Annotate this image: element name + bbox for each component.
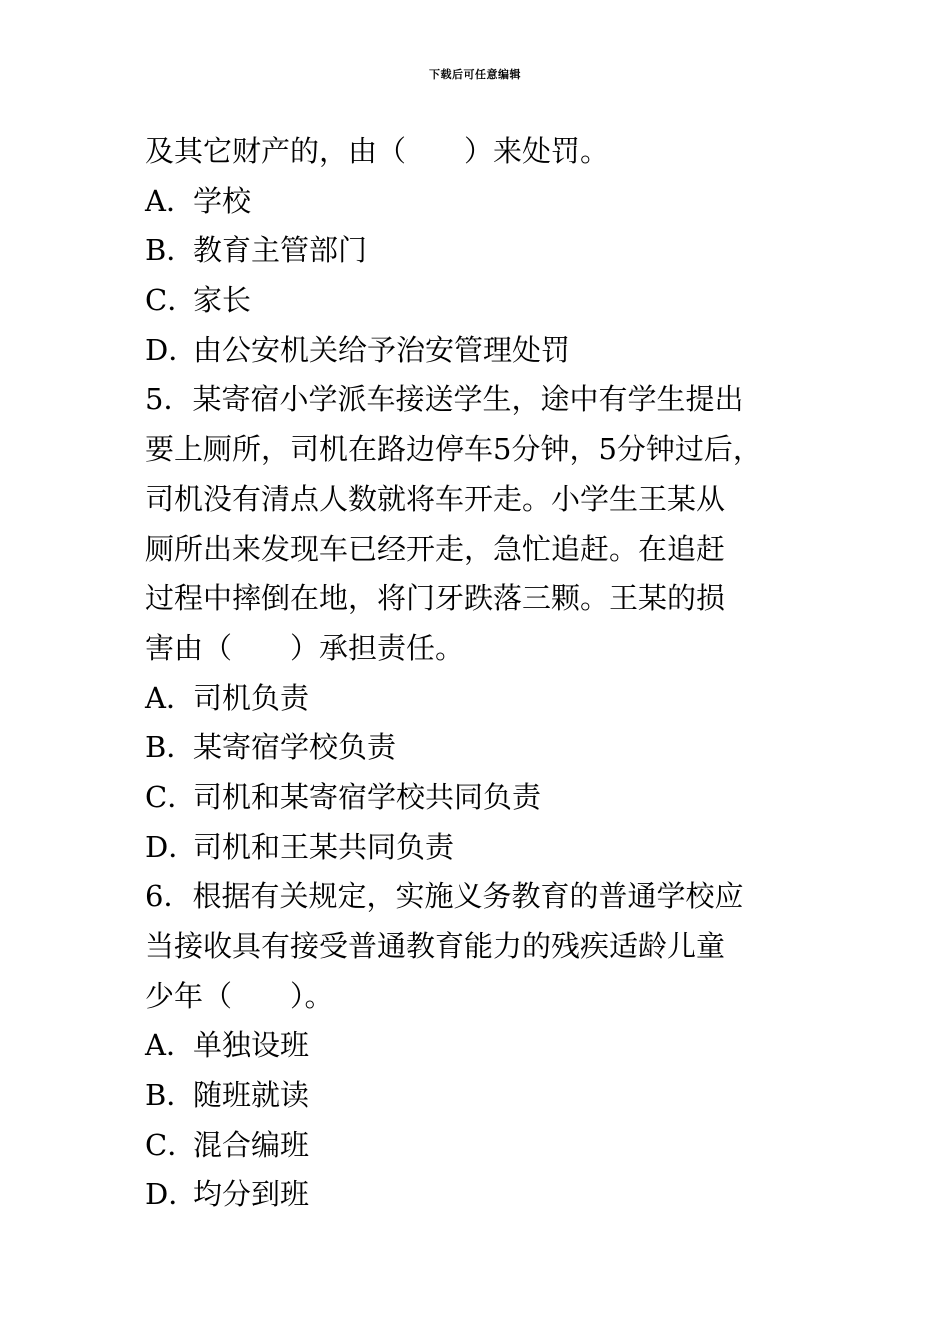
option-text: 由公安机关给予治安管理处罚	[193, 332, 571, 367]
option-text: 司机和某寄宿学校共同负责	[193, 779, 542, 814]
question5-stem-line-5: 过程中摔倒在地，将门牙跌落三颗。王某的损	[145, 581, 726, 616]
question4-option-d	[145, 326, 835, 376]
question4-option-a	[145, 177, 835, 227]
question5-stem-line-2: 要上厕所，司机在路边停车5分钟，5分钟过后，	[145, 432, 762, 467]
option-text: 司机负责	[193, 680, 310, 715]
question5-option-c	[145, 773, 835, 823]
option-text: 混合编班	[193, 1127, 310, 1162]
question5-option-b	[145, 723, 835, 773]
question5-stem-line-6: 害由（ ）承担责任。	[145, 630, 465, 665]
option-letter: C．	[145, 779, 197, 814]
option-letter: C．	[145, 283, 197, 318]
option-text: 单独设班	[193, 1028, 310, 1063]
page-header: 下载后可任意编辑	[429, 68, 521, 81]
option-text: 均分到班	[193, 1177, 310, 1212]
option-letter: D．	[145, 332, 198, 367]
question4-option-b	[145, 226, 835, 276]
option-text: 家长	[193, 283, 252, 318]
option-letter: A．	[145, 1028, 195, 1063]
question5-option-a	[145, 674, 835, 724]
option-letter: C．	[145, 1127, 197, 1162]
question6-option-c	[145, 1121, 835, 1171]
option-letter: B．	[145, 730, 196, 765]
question6-stem-line-3: 少年（ ）。	[145, 978, 334, 1013]
question5-stem-line-1: 5．某寄宿小学派车接送学生，途中有学生提出	[145, 382, 744, 417]
question6-option-b	[145, 1071, 835, 1121]
question4-stem-line: 及其它财产的，由（ ）来处罚。	[145, 134, 610, 168]
question5-stem-line-4: 厕所出来发现车已经开走，急忙追赶。在追赶	[145, 531, 726, 566]
question6-stem-line-2: 当接收具有接受普通教育能力的残疾适龄儿童	[145, 929, 726, 963]
option-letter: A．	[145, 680, 195, 715]
question6-option-a	[145, 1021, 835, 1071]
option-text: 司机和王某共同负责	[193, 829, 455, 864]
option-letter: D．	[145, 829, 198, 864]
question4-option-c	[145, 276, 835, 326]
option-letter: D．	[145, 1177, 198, 1212]
option-letter: B．	[145, 1078, 196, 1113]
option-letter: B．	[145, 233, 196, 268]
option-text: 随班就读	[193, 1078, 310, 1113]
question5-stem-line-3: 司机没有清点人数就将车开走。小学生王某从	[145, 481, 726, 516]
option-letter: A．	[145, 183, 195, 218]
question6-stem-line-1: 6．根据有关规定，实施义务教育的普通学校应	[145, 879, 744, 914]
question5-option-d	[145, 823, 835, 873]
question6-option-d	[145, 1170, 835, 1220]
option-text: 教育主管部门	[193, 233, 368, 268]
option-text: 学校	[193, 183, 252, 218]
option-text: 某寄宿学校负责	[193, 730, 397, 765]
page-content	[145, 127, 835, 1220]
